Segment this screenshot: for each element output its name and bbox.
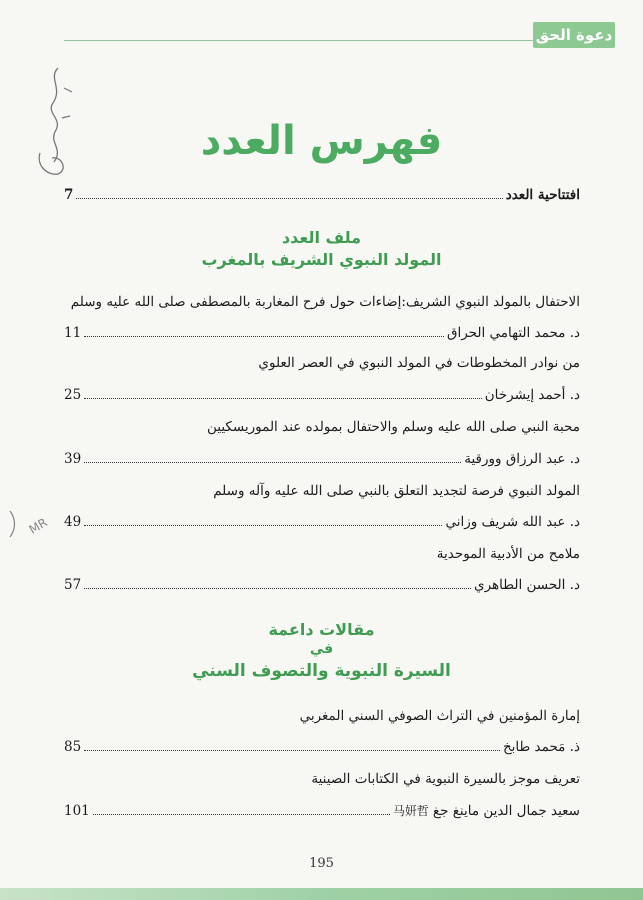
article-author-cjk: 马妍哲	[392, 804, 429, 818]
leader-dots	[84, 325, 444, 337]
leader-dots	[93, 803, 390, 815]
supporting-section-subheading: السيرة النبوية والتصوف السني	[192, 661, 451, 681]
margin-note-text: MR	[26, 515, 50, 537]
opening-entry[interactable]	[64, 186, 580, 204]
opening-label: افتتاحية العدد	[505, 187, 580, 203]
article-title[interactable]: ملامح من الأدبية الموحدية	[436, 546, 580, 562]
article-title[interactable]: إمارة المؤمنين في التراث الصوفي السني المغربي	[299, 708, 580, 724]
leader-dots	[76, 187, 502, 199]
leader-dots	[84, 451, 461, 463]
article-author: د. أحمد إيشرخان	[484, 387, 580, 403]
page-title: فهرس العدد	[200, 118, 443, 164]
article-author: د. عبد الله شريف وزاني	[445, 514, 580, 530]
article-page: 101	[64, 803, 90, 819]
bottom-band	[0, 888, 643, 900]
article-author: د. الحسن الطاهري	[474, 577, 580, 593]
article-author: د. محمد التهامي الحراق	[446, 325, 580, 341]
leader-dots	[84, 387, 482, 399]
leader-dots	[84, 739, 500, 751]
article-author-line	[64, 450, 580, 468]
opening-page: 7	[64, 187, 74, 203]
file-section-subheading: المولد النبوي الشريف بالمغرب	[201, 250, 442, 269]
supporting-section-connector: في	[309, 641, 334, 657]
margin-mark	[6, 505, 68, 541]
article-page: 39	[64, 451, 82, 467]
supporting-section-heading: مقالات داعمة	[268, 620, 375, 639]
header-rule	[64, 40, 534, 41]
article-page: 85	[64, 739, 82, 755]
article-page: 11	[64, 325, 82, 341]
article-page: 57	[64, 577, 82, 593]
article-author-line	[64, 738, 580, 756]
article-title[interactable]: الاحتفال بالمولد النبوي الشريف:إضاءات حول فرح المغاربة بالمصطفى صلى الله عليه وسلم	[70, 294, 580, 310]
article-title[interactable]: من نوادر المخطوطات في المولد النبوي في العصر العلوي	[258, 355, 580, 371]
article-author-line	[64, 324, 580, 342]
article-author-line	[64, 513, 580, 531]
article-title[interactable]: تعريف موجز بالسيرة النبوية في الكتابات الصينية	[311, 771, 580, 787]
article-author: د. عبد الرزاق وورقية	[464, 451, 580, 467]
article-author-line	[64, 576, 580, 594]
article-author: ذ. مَحمد طابخ	[502, 739, 580, 755]
leader-dots	[84, 577, 471, 589]
file-section-heading: ملف العدد	[281, 228, 362, 247]
article-author-line	[64, 802, 580, 820]
article-author-line	[64, 386, 580, 404]
magazine-logo: دعوة الحق	[533, 22, 615, 48]
leader-dots	[84, 514, 442, 526]
article-page: 25	[64, 387, 82, 403]
page-number: 195	[309, 856, 334, 871]
article-title[interactable]: محبة النبي صلى الله عليه وسلم والاحتفال بمولده عند الموريسكيين	[206, 419, 580, 435]
article-author: سعيد جمال الدين ماينغ جغ	[432, 803, 580, 819]
article-title[interactable]: المولد النبوي فرصة لتجديد التعلق بالنبي صلى الله عليه وآله وسلم	[213, 483, 580, 499]
article-page: 49	[64, 514, 82, 530]
